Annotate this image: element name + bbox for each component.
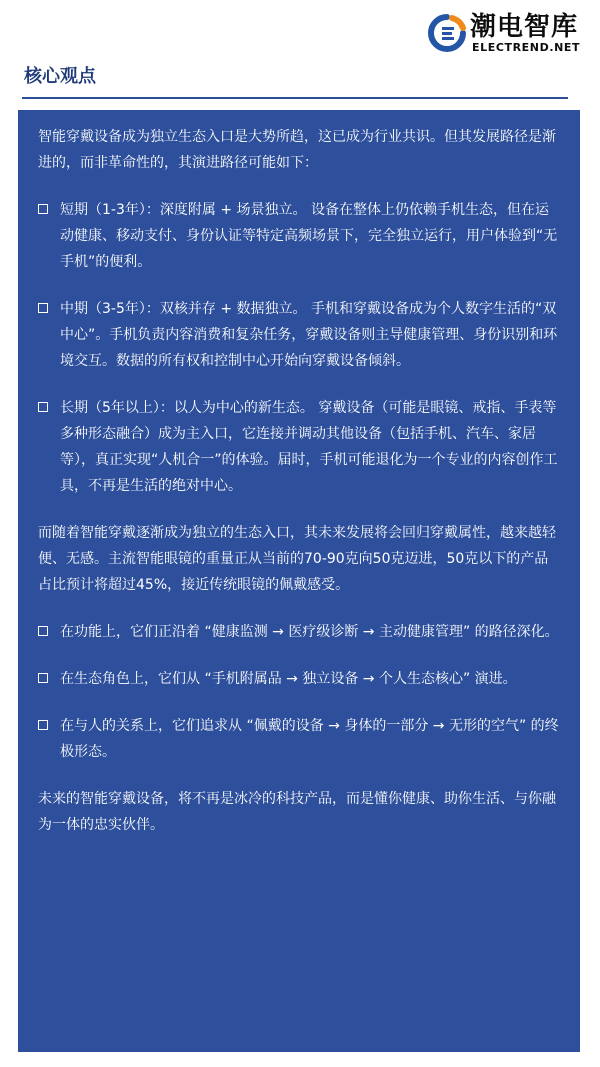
electrend-logo-icon <box>428 14 466 52</box>
phase-text: 短期（1-3年）：深度附属 + 场景独立。 设备在整体上仍依赖手机生态，但在运动健康、移动支付、身份认证等特定高频场景下，完全独立运行，用户体验到“无手机”的便利。 <box>60 202 558 270</box>
checkbox-bullet-icon <box>38 720 48 730</box>
trend-item-function <box>38 619 560 645</box>
checkbox-bullet-icon <box>38 204 48 214</box>
trend-text: 在与人的关系上，它们追求从 “佩戴的设备 → 身体的一部分 → 无形的空气” 的终极形态。 <box>60 718 559 760</box>
trend-item-relationship <box>38 713 560 765</box>
content-panel <box>18 110 580 1052</box>
trend-item-ecosystem <box>38 666 560 692</box>
conclusion-paragraph: 未来的智能穿戴设备，将不再是冰冷的科技产品，而是懂你健康、助你生活、与你融为一体的忠实伙伴。 <box>38 791 556 833</box>
section-title: 核心观点 <box>24 66 96 87</box>
intro-paragraph: 智能穿戴设备成为独立生态入口是大势所趋，这已成为行业共识。但其发展路径是渐进的，而非革命性的，其演进路径可能如下： <box>38 129 556 171</box>
logo-chinese-name: 潮电智库 <box>470 12 579 42</box>
phase-text: 长期（5年以上）：以人为中心的新生态。 穿戴设备（可能是眼镜、戒指、手表等多种形态融合）成为主入口，它连接并调动其他设备（包括手机、汽车、家居等），真正实现“人机合一”的体验。届时，手机可能退化为一个专业的内容创作工具，不再是生活的绝对中心。 <box>60 400 558 494</box>
middle-paragraph: 而随着智能穿戴逐渐成为独立的生态入口，其未来发展将会回归穿戴属性，越来越轻便、无感。主流智能眼镜的重量正从当前的70-90克向50克迈进，50克以下的产品占比预计将超过45%，接近传统眼镜的佩戴感受。 <box>38 525 556 593</box>
brand-logo <box>428 12 590 54</box>
phase-text: 中期（3-5年）：双核并存 + 数据独立。 手机和穿戴设备成为个人数字生活的“双中心”。手机负责内容消费和复杂任务，穿戴设备则主导健康管理、身份识别和环境交互。数据的所有权和控制中心开始向穿戴设备倾斜。 <box>60 301 558 369</box>
checkbox-bullet-icon <box>38 673 48 683</box>
phase-item-long-term <box>38 395 560 499</box>
checkbox-bullet-icon <box>38 402 48 412</box>
trend-text: 在功能上，它们正沿着 “健康监测 → 医疗级诊断 → 主动健康管理” 的路径深化。 <box>60 624 559 640</box>
checkbox-bullet-icon <box>38 303 48 313</box>
checkbox-bullet-icon <box>38 626 48 636</box>
trend-text: 在生态角色上，它们从 “手机附属品 → 独立设备 → 个人生态核心” 演进。 <box>60 671 517 687</box>
logo-english-name: ELECTREND.NET <box>472 41 581 54</box>
title-underline <box>22 97 568 99</box>
phase-item-mid-term <box>38 296 560 374</box>
phase-item-short-term <box>38 197 560 275</box>
